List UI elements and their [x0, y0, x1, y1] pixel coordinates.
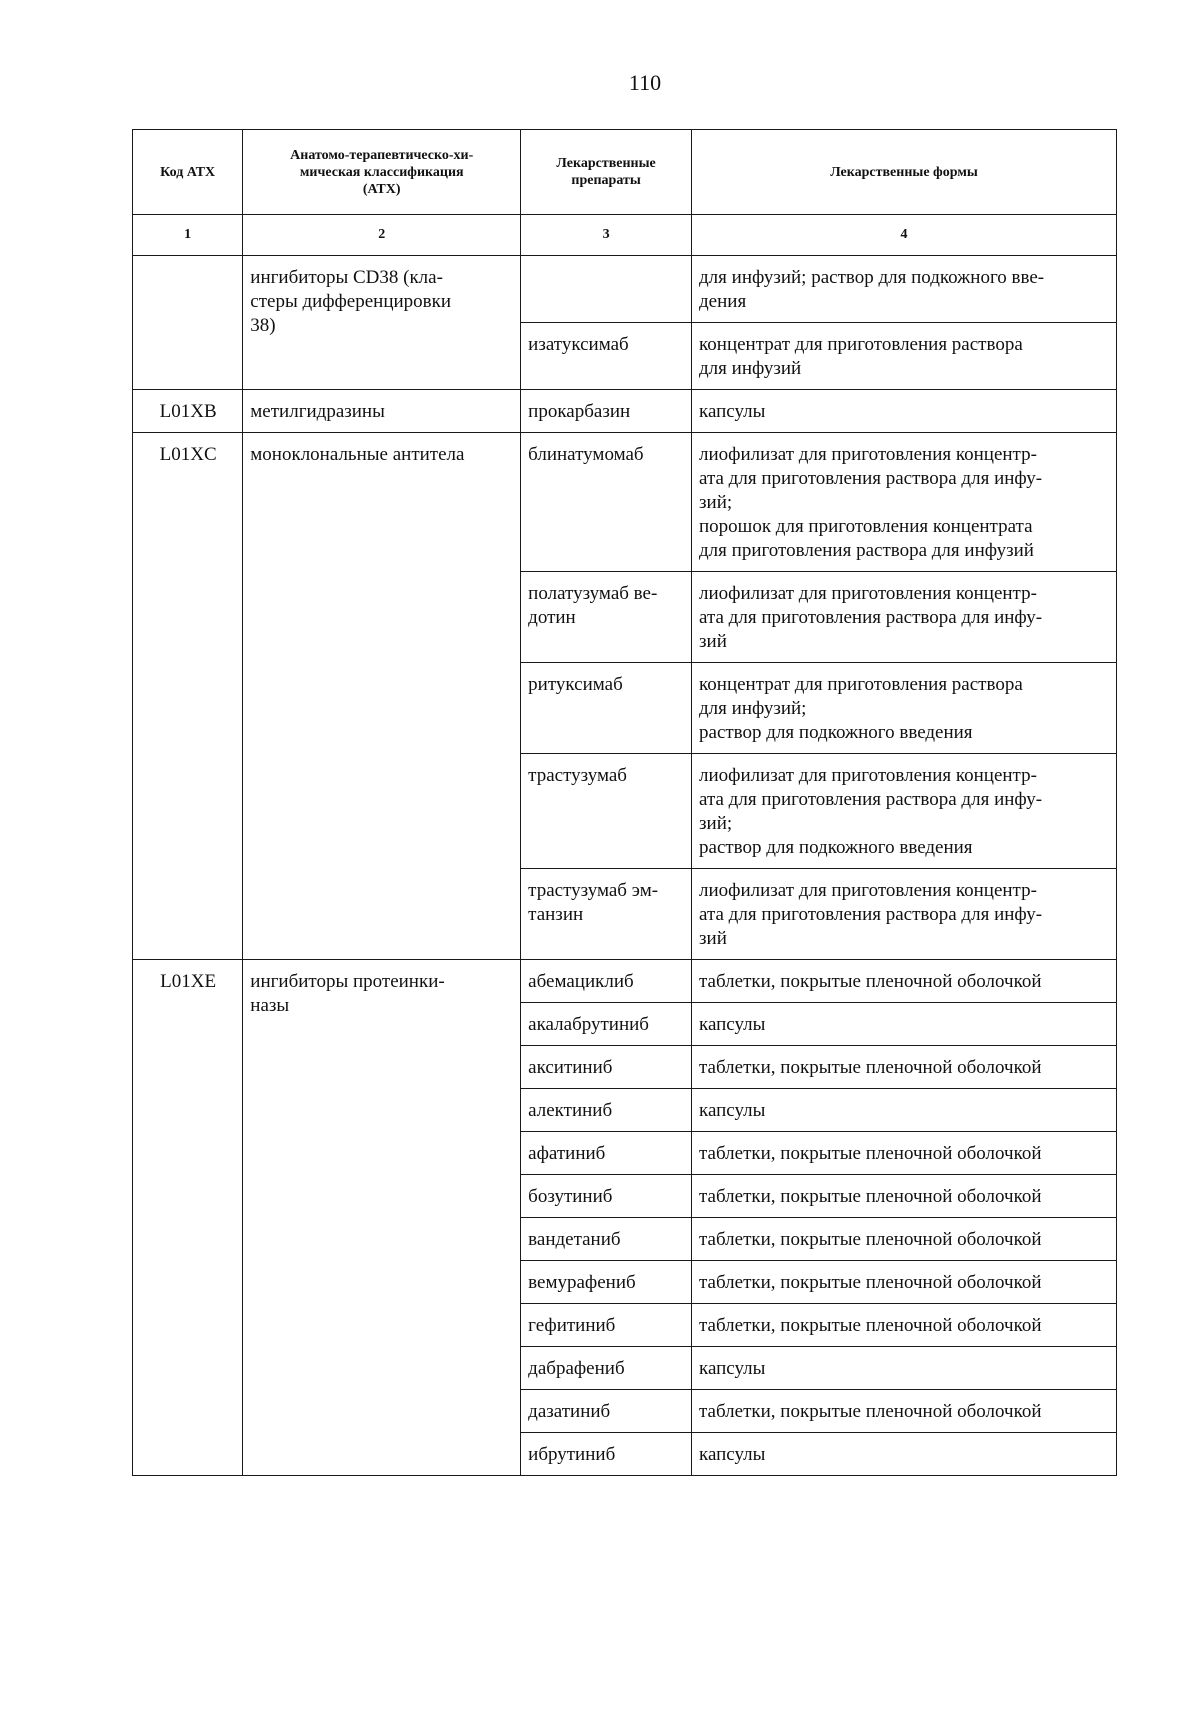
header-forms: Лекарственные формы: [692, 130, 1117, 215]
drug-cell: дабрафениб: [521, 1347, 692, 1390]
drug-line: танзин: [528, 904, 584, 925]
column-number: 3: [521, 215, 692, 256]
form-cell: таблетки, покрытые пленочной оболочкой: [692, 1175, 1117, 1218]
class-line: ингибиторы протеинки-: [250, 971, 445, 992]
drug-cell: вемурафениб: [521, 1261, 692, 1304]
form-line: зий: [699, 928, 727, 949]
form-cell: таблетки, покрытые пленочной оболочкой: [692, 1390, 1117, 1433]
form-cell: [692, 869, 1117, 960]
column-number: 1: [133, 215, 243, 256]
drug-line: блинатумомаб: [528, 444, 644, 465]
drug-cell: прокарбазин: [521, 390, 692, 433]
table-row: [133, 256, 1117, 323]
drug-cell: [521, 869, 692, 960]
class-line: ингибиторы CD38 (кла-: [250, 267, 443, 288]
form-cell: таблетки, покрытые пленочной оболочкой: [692, 1304, 1117, 1347]
form-line: для приготовления раствора для инфузий: [699, 540, 1034, 561]
form-cell: [692, 572, 1117, 663]
form-line: ата для приготовления раствора для инфу-: [699, 607, 1043, 628]
form-line: для инфузий;: [699, 698, 807, 719]
form-line: для инфузий; раствор для подкожного вве-: [699, 267, 1045, 288]
column-number: 2: [243, 215, 521, 256]
drug-cell: изатуксимаб: [521, 323, 692, 390]
form-line: порошок для приготовления концентрата: [699, 516, 1033, 537]
form-line: для инфузий: [699, 358, 802, 379]
header-line: препараты: [571, 173, 641, 188]
header-row: [133, 130, 1117, 215]
header-line: Лекарственные: [556, 156, 656, 171]
form-cell: капсулы: [692, 1003, 1117, 1046]
header-drugs: [521, 130, 692, 215]
form-cell: капсулы: [692, 390, 1117, 433]
page-number: 110: [628, 70, 662, 95]
drug-cell: [521, 433, 692, 572]
form-cell: капсулы: [692, 1347, 1117, 1390]
drug-cell: [521, 663, 692, 754]
form-cell: таблетки, покрытые пленочной оболочкой: [692, 1261, 1117, 1304]
drug-cell: акалабрутиниб: [521, 1003, 692, 1046]
form-cell: таблетки, покрытые пленочной оболочкой: [692, 1218, 1117, 1261]
form-cell: [692, 663, 1117, 754]
form-line: ата для приготовления раствора для инфу-: [699, 789, 1043, 810]
class-cell: [243, 256, 521, 390]
drug-line: полатузумаб ве-: [528, 583, 658, 604]
drug-cell: [521, 572, 692, 663]
table-row: [133, 390, 1117, 433]
drug-cell: афатиниб: [521, 1132, 692, 1175]
drug-cell: бозутиниб: [521, 1175, 692, 1218]
drug-cell: вандетаниб: [521, 1218, 692, 1261]
class-line: стеры дифференцировки: [250, 291, 452, 312]
column-number: 4: [692, 215, 1117, 256]
class-line: 38): [250, 315, 276, 336]
drug-cell: алектиниб: [521, 1089, 692, 1132]
form-cell: [692, 754, 1117, 869]
column-number-row: [133, 215, 1117, 256]
drug-cell-empty: [521, 256, 692, 323]
code-cell: L01XE: [133, 960, 243, 1476]
form-line: зий;: [699, 813, 733, 834]
form-line: ата для приготовления раствора для инфу-: [699, 468, 1043, 489]
class-line: назы: [250, 995, 290, 1016]
form-cell: [692, 256, 1117, 323]
form-line: лиофилизат для приготовления концентр-: [699, 880, 1037, 901]
header-classification: [243, 130, 521, 215]
header-code: Код АТХ: [133, 130, 243, 215]
form-cell: таблетки, покрытые пленочной оболочкой: [692, 1132, 1117, 1175]
form-line: ата для приготовления раствора для инфу-: [699, 904, 1043, 925]
form-cell: капсулы: [692, 1433, 1117, 1476]
class-cell: моноклональные антитела: [243, 433, 521, 960]
drug-cell: [521, 754, 692, 869]
drug-cell: ибрутиниб: [521, 1433, 692, 1476]
drug-cell: гефитиниб: [521, 1304, 692, 1347]
form-line: раствор для подкожного введения: [699, 837, 973, 858]
code-cell: L01XB: [133, 390, 243, 433]
form-line: концентрат для приготовления раствора: [699, 674, 1023, 695]
class-cell: метилгидразины: [243, 390, 521, 433]
drug-line: дотин: [528, 607, 576, 628]
drug-cell: абемациклиб: [521, 960, 692, 1003]
form-line: зий: [699, 631, 727, 652]
form-line: лиофилизат для приготовления концентр-: [699, 583, 1037, 604]
header-line: мическая классификация: [299, 164, 464, 180]
form-cell: таблетки, покрытые пленочной оболочкой: [692, 1046, 1117, 1089]
form-line: раствор для подкожного введения: [699, 722, 973, 743]
form-cell: [692, 433, 1117, 572]
table-row: [133, 960, 1117, 1003]
drug-line: ритуксимаб: [528, 674, 623, 695]
class-cell: [243, 960, 521, 1476]
drug-cell: акситиниб: [521, 1046, 692, 1089]
code-cell-empty: [133, 256, 243, 390]
form-cell: капсулы: [692, 1089, 1117, 1132]
drug-cell: дазатиниб: [521, 1390, 692, 1433]
code-cell: L01XC: [133, 433, 243, 960]
drug-line: трастузумаб: [528, 765, 627, 786]
drug-line: трастузумаб эм-: [528, 880, 659, 901]
form-cell: таблетки, покрытые пленочной оболочкой: [692, 960, 1117, 1003]
form-line: лиофилизат для приготовления концентр-: [699, 765, 1037, 786]
form-line: концентрат для приготовления раствора: [699, 334, 1023, 355]
header-line: (АТХ): [362, 181, 401, 197]
table-row: [133, 433, 1117, 572]
header-line: Анатомо-терапевтическо-хи-: [290, 147, 474, 163]
atx-table: [132, 129, 1117, 1476]
form-cell: [692, 323, 1117, 390]
form-line: зий;: [699, 492, 733, 513]
form-line: дения: [699, 291, 747, 312]
form-line: лиофилизат для приготовления концентр-: [699, 444, 1037, 465]
